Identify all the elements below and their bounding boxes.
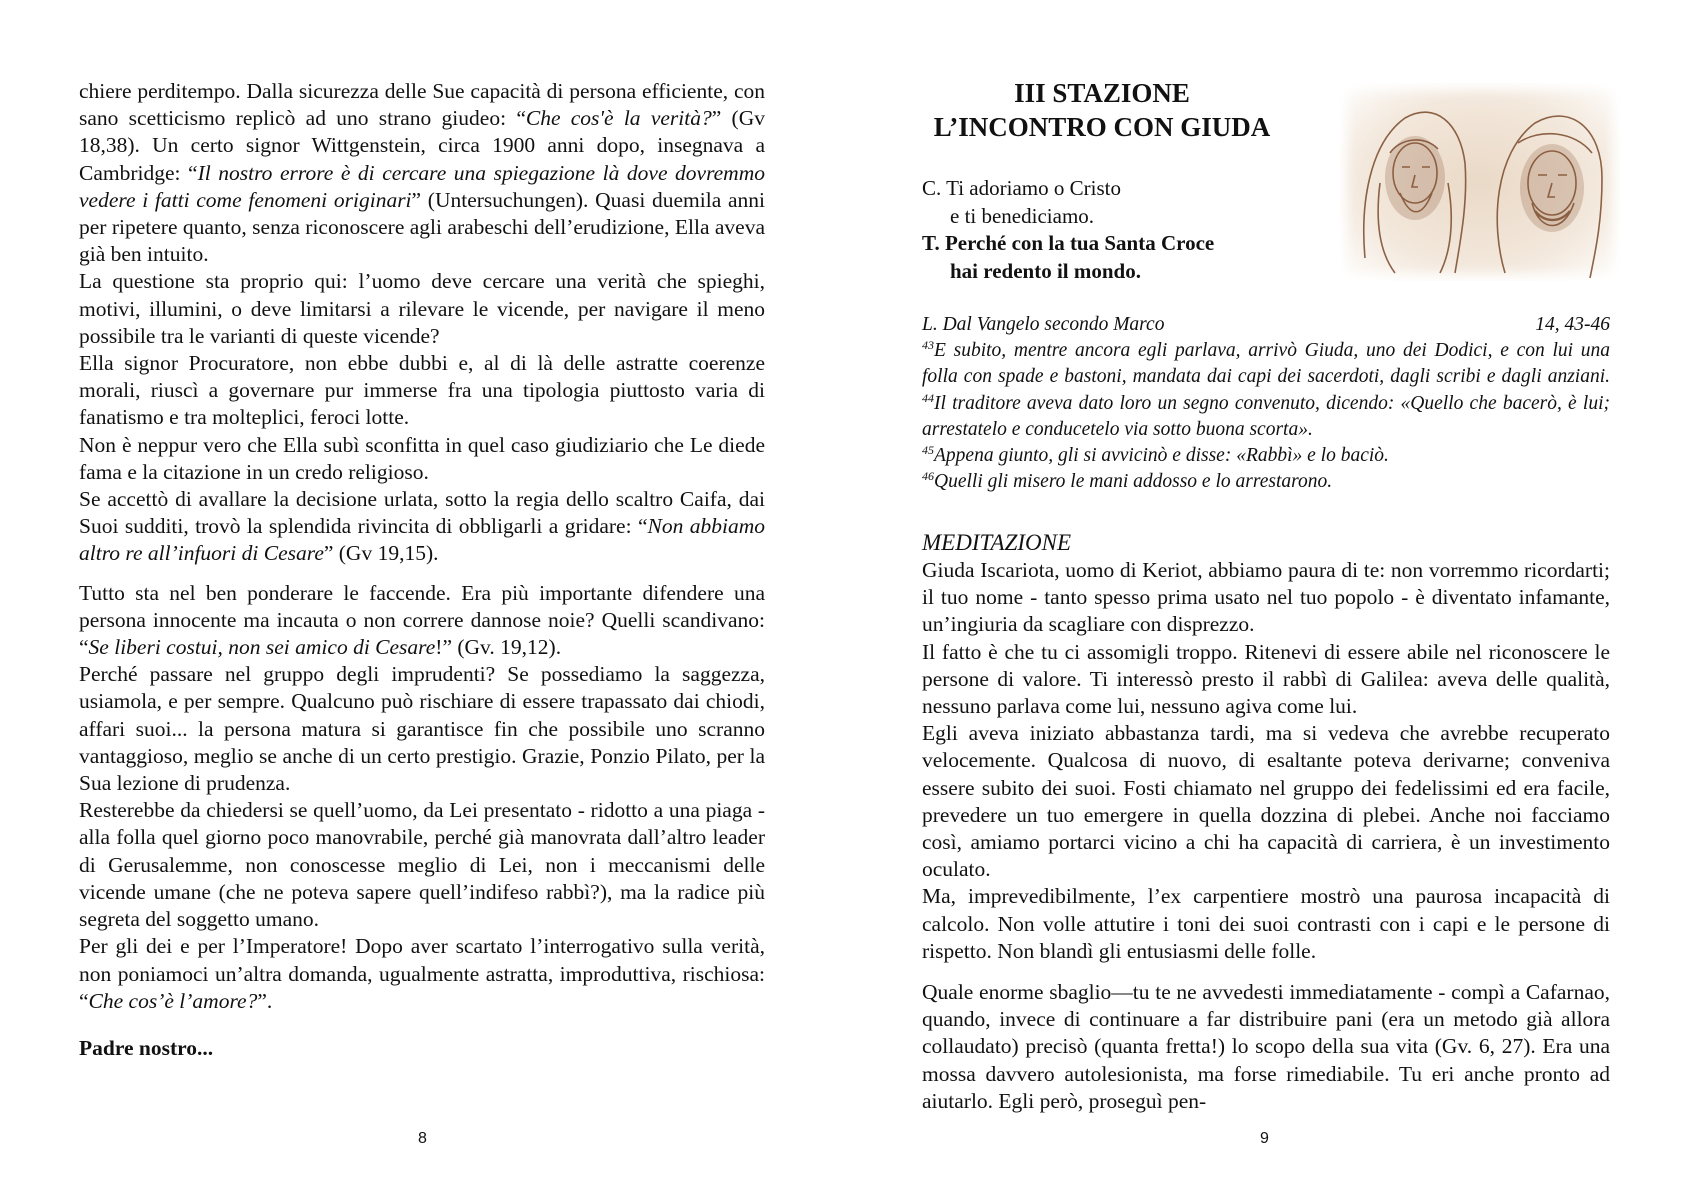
verse-number: 44	[922, 390, 934, 405]
paragraph: Perché passare nel gruppo degli imprudenti? Se possediamo la saggezza, usiamola, e per sempre. Qualcuno può rischiare di essere trapassato dai chiodi, affari suoi... la persona matura si garantisce fin che possibile uno scranno vantaggioso, meglio se anche di un certo prestigio. Grazie, Ponzio Pilato, per la Sua lezione di prudenza.	[79, 662, 765, 796]
page-number: 9	[1260, 1130, 1269, 1147]
verse-text: Appena giunto, gli si avvicinò e disse: «Rabbì» e lo baciò.	[934, 445, 1389, 467]
meditation-heading: MEDITAZIONE	[922, 530, 1072, 555]
paragraph: chiere perditempo. Dalla sicurezza delle Sue capacità di persona efficiente, con sano scetticismo replicò ad uno strano giudeo: “Che cos'è la verità?” (Gv 18,38). Un certo signor Wittgenstein, circa 1900 anni dopo, insegnava a Cambridge: “Il nostro errore è di cercare una spiegazione là dove dovremmo vedere i fatti come fenomeni originari” (Untersuchungen). Quasi duemila anni per ripetere quanto, senza riconoscere agli arabeschi dell’erudizione, Ella aveva già ben intuito.	[79, 79, 766, 267]
title-line: L’INCONTRO CON GIUDA	[933, 112, 1271, 142]
reading-text	[922, 469, 1610, 495]
verse-number: 46	[922, 469, 934, 484]
paragraph: Tutto sta nel ben ponderare le faccende. Era più importante difendere una persona innocente ma incauta o non correre dannose noie? Quelli scandivano: “Se liberi costui, non sei amico di Cesare!” (Gv. 19,12).	[79, 580, 765, 660]
paragraph: Il fatto è che tu ci assomigli troppo. Ritenevi di essere abile nel riconoscere le persone di valore. Ti interessò presto il rabbì di Galilea: aveva delle qualità, nessuno parlava come lui, nessuno agiva come lui.	[922, 639, 1610, 719]
paragraph: Ma, imprevedibilmente, l’ex carpentiere mostrò una paurosa incapacità di calcolo. Non volle attutire i toni dei suoi contrasti con i capi e le persone di rispetto. Non blandì gli entusiasmi delle folle.	[922, 884, 1610, 963]
reading-text	[922, 443, 1610, 469]
paragraph: Giuda Iscariota, uomo di Keriot, abbiamo paura di te: non vorremmo ricordarti; il tuo nome - tanto spesso prima usato nel tuo popolo - è diventato infamante, un’ingiuria da scagliare con disprezzo.	[922, 558, 1610, 637]
station-title	[922, 76, 1282, 144]
invocation	[922, 175, 1282, 285]
sketch-illustration	[1340, 83, 1620, 281]
reading-reference: 14, 43-46	[1535, 314, 1610, 335]
verse-text: Il traditore aveva dato loro un segno convenuto, dicendo: «Quello che bacerò, è lui; arrestatelo e conducetelo via sotto buona scorta».	[922, 392, 1610, 440]
verse-text: E subito, mentre ancora egli parlava, arrivò Giuda, uno dei Dodici, e con lui una folla con spade e bastoni, mandata dai capi dei sacerdoti, dagli scribi e dagli anziani.	[922, 340, 1610, 388]
title-line: III STAZIONE	[1014, 78, 1190, 108]
celebrant-line: C. Ti adoriamo o Cristo	[922, 176, 1121, 200]
verse-text: Quelli gli misero le mani addosso e lo arrestarono.	[934, 471, 1333, 493]
padre-nostro: Padre nostro...	[79, 1035, 214, 1060]
right-page	[842, 0, 1684, 1191]
page-number: 8	[418, 1130, 427, 1147]
verse-number: 45	[922, 443, 934, 458]
gospel-reading	[922, 312, 1610, 495]
paragraph: Resterebbe da chiedersi se quell’uomo, da Lei presentato - ridotto a una piaga - alla folla quel giorno poco manovrabile, perché già manovrata dall’altro leader di Gerusalemme, non conoscesse meglio di Lei, non i meccanismi delle vicende umane (che ne poteva sapere quell’indifeso rabbì?), ma la radice più segreta del soggetto umano.	[79, 798, 765, 932]
reading-header	[922, 312, 1610, 338]
paragraph: La questione sta proprio qui: l’uomo deve cercare una verità che spieghi, motivi, illumini, o deve limitarsi a rilevare le vicende, per navigare il meno possibile tra le varianti di queste vicende?	[79, 269, 765, 348]
paragraph: Per gli dei e per l’Imperatore! Dopo aver scartato l’interrogativo sulla verità, non poniamoci un’altra domanda, ugualmente astratta, improduttiva, rischiosa: “Che cos’è l’amore?”.	[79, 934, 765, 1013]
paragraph: Egli aveva iniziato abbastanza tardi, ma si vedeva che avrebbe recuperato velocemente. Qualcosa di nuovo, di esaltante poteva derivarne; conveniva essere subito dei suoi. Fosti chiamato nel gruppo dei fedelissimi ed era facile, prevedere un tuo emergere in quella dozzina di plebei. Anche noi facciamo così, amiamo portarci vicino a chi ha capacità di carriera, è un investimento oculato.	[922, 721, 1610, 882]
paragraph: Non è neppur vero che Ella subì sconfitta in quel caso giudiziario che Le diede fama e la citazione in un credo religioso.	[79, 432, 765, 484]
left-text-column	[79, 78, 765, 1062]
jesus-and-judas-sketch-image	[1340, 83, 1620, 281]
paragraph: Quale enorme sbaglio—tu te ne avvedesti immediatamente - compì a Cafarnao, quando, invece di continuare a far distribuire pani (era un metodo già allora collaudato) precisò (quanta fretta!) lo scopo della sua vita (Gv. 6, 27). Era una mossa davvero autolesionista, ma forse rimediabile. Tu eri anche pronto ad aiutarlo. Egli però, proseguì pen-	[922, 980, 1610, 1113]
reading-text	[922, 338, 1610, 443]
people-line: T. Perché con la tua Santa Croce	[922, 231, 1215, 255]
celebrant-line: e ti benediciamo.	[950, 203, 1095, 228]
verse-number: 43	[922, 338, 934, 353]
people-line: hai redento il mondo.	[950, 258, 1141, 283]
meditation-section	[922, 528, 1610, 1115]
paragraph: Se accettò di avallare la decisione urlata, sotto la regia dello scaltro Caifa, dai Suoi sudditi, trovò la splendida rivincita di obbligarli a gridare: “Non abbiamo altro re all’infuori di Cesare” (Gv 19,15).	[79, 487, 765, 566]
reading-label: L. Dal Vangelo secondo Marco	[922, 314, 1165, 335]
paragraph: Ella signor Procuratore, non ebbe dubbi e, al di là delle astratte coerenze morali, riuscì a governare pur immerse fra una tipologia piuttosto varia di fanatismo e tra molteplici, feroci lotte.	[79, 351, 765, 430]
